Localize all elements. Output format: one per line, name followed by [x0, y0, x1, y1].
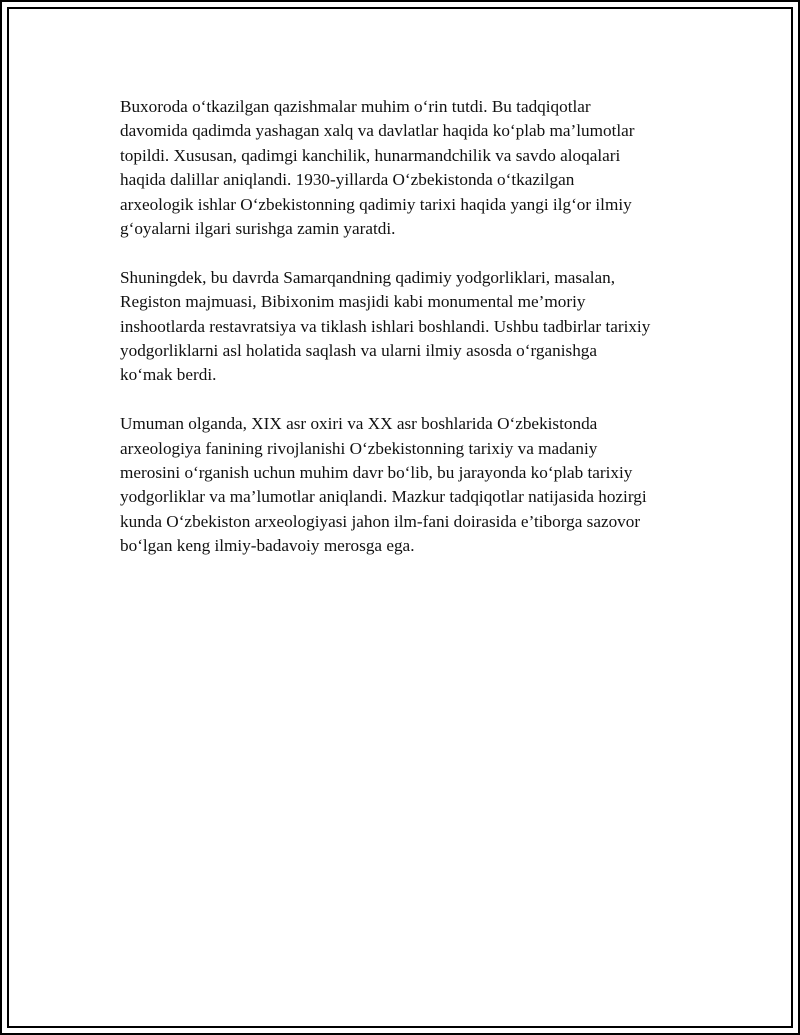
paragraph-bukhara-excavations: Buxoroda o‘tkazilgan qazishmalar muhim o‘rin tutdi. Bu tadqiqotlar davomida qadimda yashagan xalq va davlatlar haqida ko‘plab ma’lumotlar topildi. Xususan, qadimgi kanchilik, hunarmandchilik va savdo aloqalari haqida dalillar aniqlandi. 1930-yillarda O‘zbekistonda o‘tkazilgan arxeologik ishlar O‘zbekistonning qadimiy tarixi haqida yangi ilg‘or ilmiy g‘oyalarni ilgari surishga zamin yaratdi. — [120, 97, 635, 239]
paragraph-samarkand-restoration: Shuningdek, bu davrda Samarqandning qadimiy yodgorliklari, masalan, Registon majmuasi, Bibixonim masjidi kabi monumental me’moriy inshootlarda restavratsiya va tiklash ishlari boshlandi. Ushbu tadbirlar tarixiy yodgorliklarni asl holatida saqlash va ularni ilmiy asosda o‘rganishga ko‘mak berdi. — [120, 267, 651, 385]
document-body — [120, 95, 700, 583]
paragraph-conclusion: Umuman olganda, XIX asr oxiri va XX asr boshlarida O‘zbekistonda arxeologiya fanining rivojlanishi O‘zbekistonning tarixiy va madaniy merosini o‘rganish uchun muhim davr bo‘lib, bu jarayonda ko‘plab tarixiy yodgorliklar va ma’lumotlar aniqlandi. Mazkur tadqiqotlar natijasida hozirgi kunda O‘zbekiston arxeologiyasi jahon ilm-fani doirasida e’tiborga sazovor bo‘lgan keng ilmiy-badavoiy merosga ega. — [120, 414, 647, 556]
